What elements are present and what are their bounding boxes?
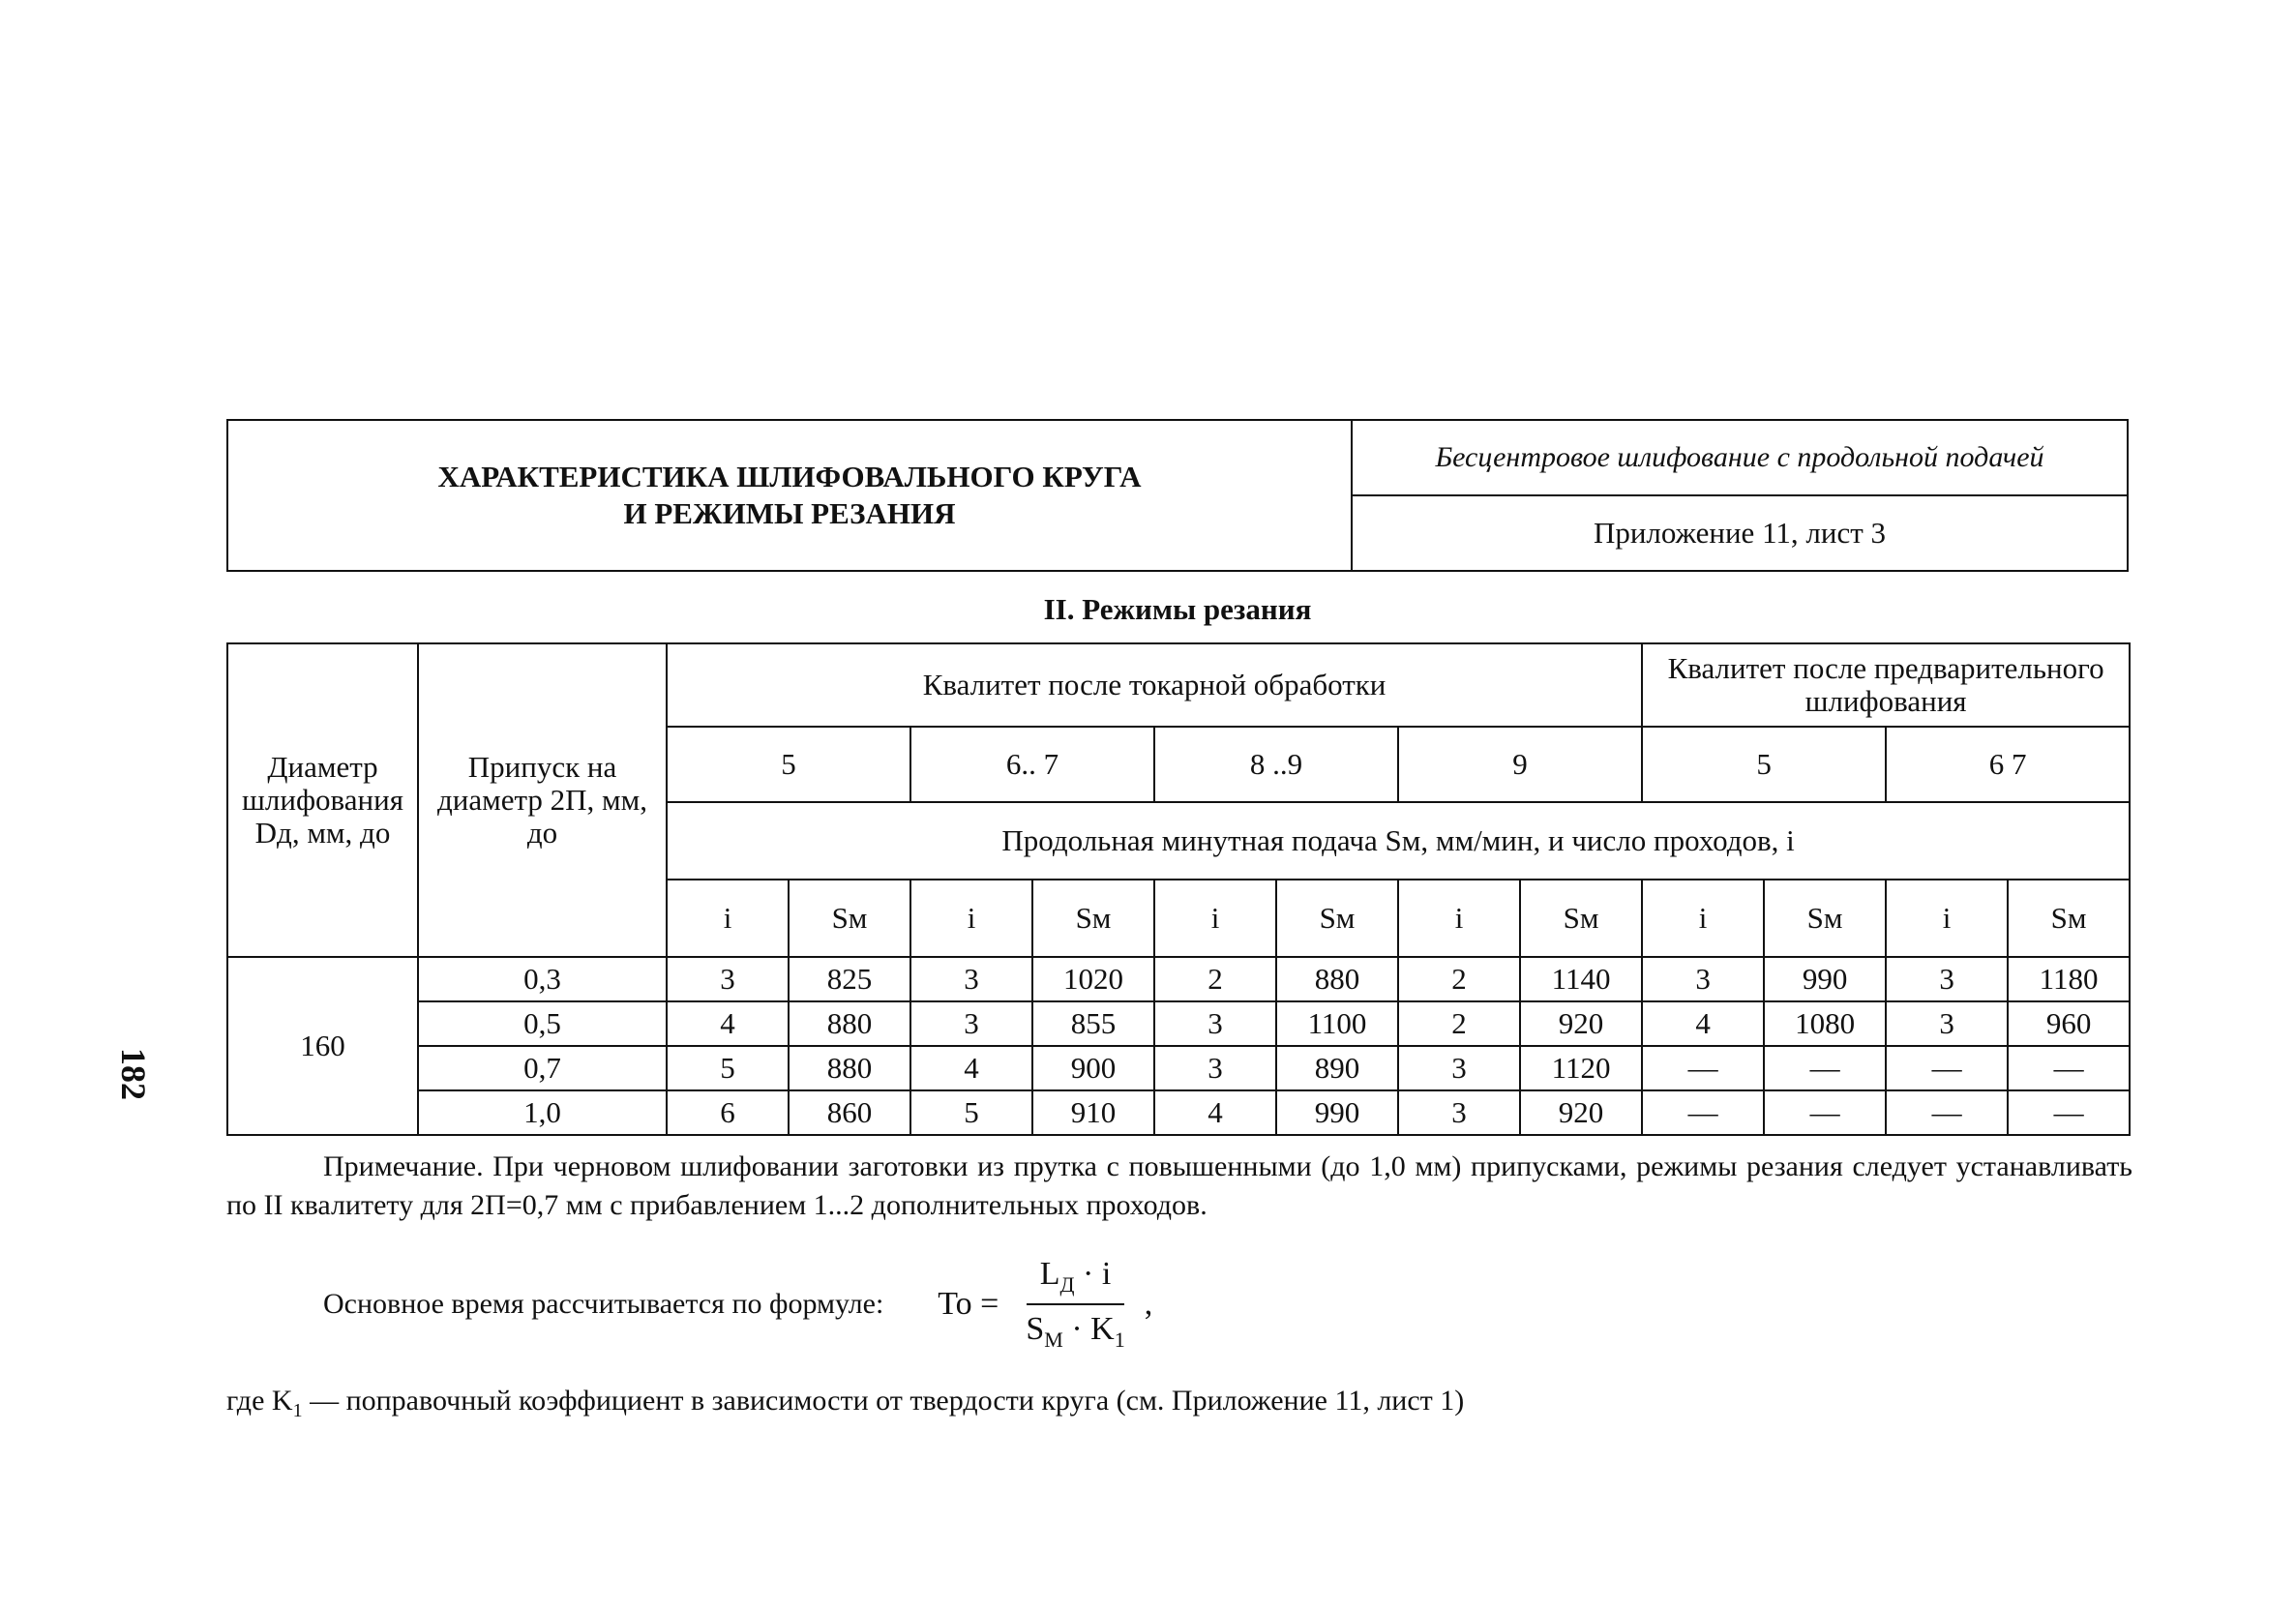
data-cell: 890: [1276, 1046, 1398, 1090]
data-cell: 4: [910, 1046, 1032, 1090]
cutting-modes-table: [226, 642, 2131, 1136]
data-cell: 3: [1886, 957, 2008, 1001]
data-cell: —: [1886, 1046, 2008, 1090]
table-row: [227, 1046, 2130, 1090]
data-cell: 3: [1154, 1046, 1276, 1090]
denominator-subscript: M: [1044, 1327, 1063, 1352]
method-label: Бесцентровое шлифование с продольной подачей: [1353, 421, 2127, 496]
header-box: [226, 419, 2129, 572]
subheader-passes: i: [1154, 880, 1276, 957]
grade-header: 9: [1398, 727, 1642, 802]
data-cell: —: [1764, 1090, 1886, 1135]
data-cell: 960: [2008, 1001, 2130, 1046]
allowance-cell: 1,0: [418, 1090, 667, 1135]
document-title: [228, 421, 1353, 570]
data-cell: 910: [1032, 1090, 1154, 1135]
data-cell: —: [2008, 1046, 2130, 1090]
data-cell: 860: [789, 1090, 910, 1135]
title-line-1: ХАРАКТЕРИСТИКА ШЛИФОВАЛЬНОГО КРУГА: [437, 460, 1142, 493]
formula-fraction: [1012, 1256, 1138, 1353]
data-cell: 880: [789, 1046, 910, 1090]
subheader-feed: Sм: [789, 880, 910, 957]
table-row: [227, 957, 2130, 1001]
grade-header: 5: [667, 727, 910, 802]
denominator-mid: · K: [1071, 1311, 1115, 1347]
subheader-passes: i: [1398, 880, 1520, 957]
section-title: II. Режимы резания: [1043, 592, 1312, 626]
denominator-symbol: S: [1026, 1311, 1045, 1347]
data-cell: 3: [1154, 1001, 1276, 1046]
feed-header: Продольная минутная подача Sм, мм/мин, и число проходов, i: [667, 802, 2130, 880]
formula-tail: ,: [1144, 1286, 1153, 1322]
formula-numerator: [1027, 1256, 1125, 1305]
data-cell: 4: [1154, 1090, 1276, 1135]
data-cell: 3: [910, 1001, 1032, 1046]
data-cell: 990: [1276, 1090, 1398, 1135]
subheader-feed: Sм: [1276, 880, 1398, 957]
data-cell: 2: [1398, 1001, 1520, 1046]
page-number: 182: [114, 1048, 153, 1100]
formula-intro: Основное время рассчитывается по формуле:: [323, 1288, 884, 1320]
data-cell: 3: [1886, 1001, 2008, 1046]
data-cell: 920: [1520, 1090, 1642, 1135]
data-cell: 1020: [1032, 957, 1154, 1001]
denominator-subscript-2: 1: [1114, 1327, 1125, 1352]
data-cell: 900: [1032, 1046, 1154, 1090]
allowance-cell: 0,3: [418, 957, 667, 1001]
diameter-value: 160: [227, 957, 418, 1135]
numerator-subscript: Д: [1059, 1272, 1075, 1297]
allowance-cell: 0,5: [418, 1001, 667, 1046]
subheader-feed: Sм: [2008, 880, 2130, 957]
data-cell: 990: [1764, 957, 1886, 1001]
allowance-cell: 0,7: [418, 1046, 667, 1090]
data-cell: —: [1764, 1046, 1886, 1090]
data-cell: 5: [910, 1090, 1032, 1135]
header-group-grinding: Квалитет после предварительного шлифования: [1642, 643, 2130, 727]
data-cell: 1100: [1276, 1001, 1398, 1046]
data-cell: 2: [1154, 957, 1276, 1001]
data-cell: 3: [1398, 1046, 1520, 1090]
data-cell: 4: [667, 1001, 789, 1046]
formula-line: [323, 1248, 1152, 1360]
data-cell: 2: [1398, 957, 1520, 1001]
where-prefix: где K: [226, 1385, 293, 1417]
numerator-rest: · i: [1083, 1256, 1112, 1293]
data-cell: —: [1886, 1090, 2008, 1135]
header-allowance: Припуск на диаметр 2П, мм, до: [418, 643, 667, 957]
data-cell: 3: [667, 957, 789, 1001]
subheader-passes: i: [1886, 880, 2008, 957]
where-text: — поправочный коэффициент в зависимости от твердости круга (см. Приложение 11, лист 1): [302, 1385, 1465, 1417]
data-cell: 880: [1276, 957, 1398, 1001]
grade-header: 5: [1642, 727, 1886, 802]
data-cell: 3: [910, 957, 1032, 1001]
data-cell: 4: [1642, 1001, 1764, 1046]
formula-lhs: To =: [938, 1286, 999, 1322]
main-time-formula: [938, 1256, 1152, 1353]
data-cell: —: [2008, 1090, 2130, 1135]
data-cell: 5: [667, 1046, 789, 1090]
data-cell: 880: [789, 1001, 910, 1046]
subheader-passes: i: [667, 880, 789, 957]
formula-denominator: [1012, 1305, 1138, 1353]
grade-header: 6 7: [1886, 727, 2130, 802]
table-note: Примечание. При черновом шлифовании заготовки из прутка с повышенными (до 1,0 мм) припусками, режимы резания следует устанавливать по II квалитету для 2П=0,7 мм с прибавлением 1...2 дополнительных проходов.: [226, 1150, 2132, 1221]
subheader-passes: i: [910, 880, 1032, 957]
data-cell: 825: [789, 957, 910, 1001]
data-cell: —: [1642, 1046, 1764, 1090]
numerator-symbol: L: [1039, 1256, 1060, 1293]
subheader-passes: i: [1642, 880, 1764, 957]
coefficient-explanation: [226, 1382, 1464, 1430]
table-row: [227, 1090, 2130, 1135]
data-cell: 855: [1032, 1001, 1154, 1046]
data-cell: 3: [1642, 957, 1764, 1001]
data-cell: 1120: [1520, 1046, 1642, 1090]
where-subscript: 1: [292, 1400, 303, 1421]
data-cell: 1080: [1764, 1001, 1886, 1046]
subheader-feed: Sм: [1764, 880, 1886, 957]
grade-header: 8 ..9: [1154, 727, 1398, 802]
data-cell: —: [1642, 1090, 1764, 1135]
header-group-turning: Квалитет после токарной обработки: [667, 643, 1642, 727]
header-diameter: Диаметр шлифования Dд, мм, до: [227, 643, 418, 957]
data-cell: 1180: [2008, 957, 2130, 1001]
data-cell: 6: [667, 1090, 789, 1135]
grade-header: 6.. 7: [910, 727, 1154, 802]
data-cell: 1140: [1520, 957, 1642, 1001]
subheader-feed: Sм: [1520, 880, 1642, 957]
data-cell: 3: [1398, 1090, 1520, 1135]
title-line-2: И РЕЖИМЫ РЕЗАНИЯ: [623, 496, 956, 530]
data-cell: 920: [1520, 1001, 1642, 1046]
subheader-feed: Sм: [1032, 880, 1154, 957]
appendix-label: Приложение 11, лист 3: [1593, 516, 1887, 550]
table-row: [227, 1001, 2130, 1046]
